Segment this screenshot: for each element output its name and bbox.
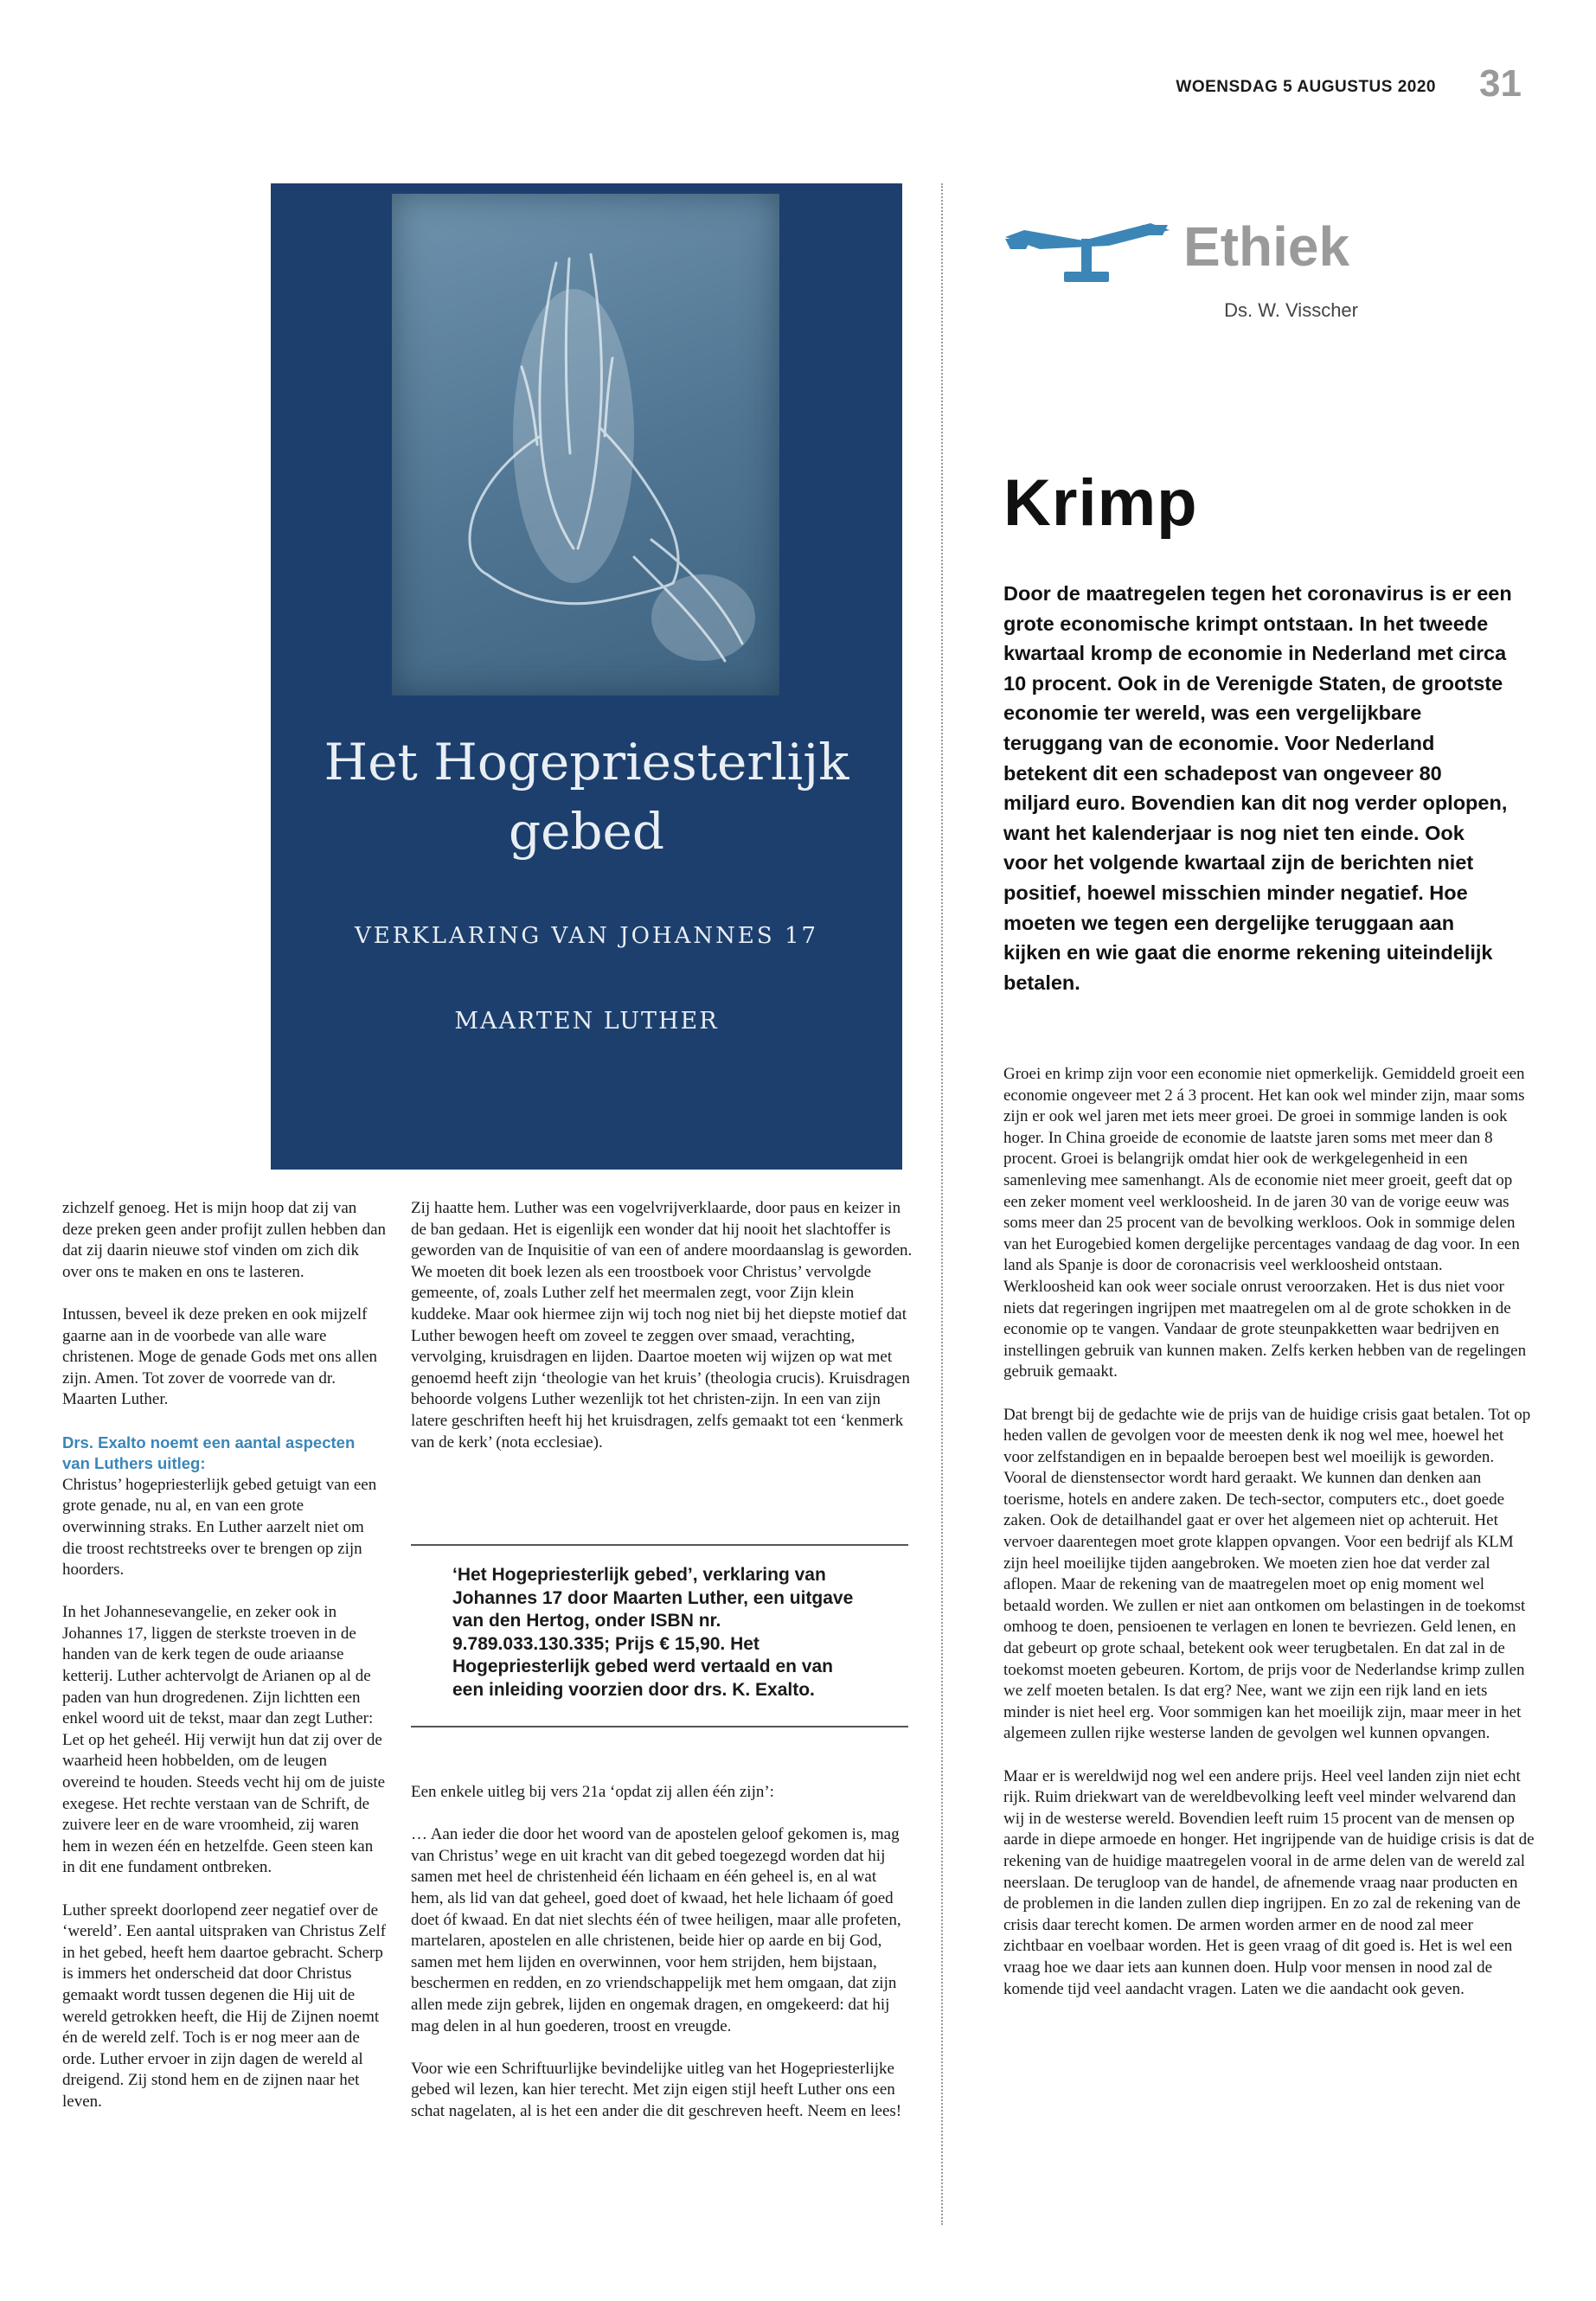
page-number: 31: [1479, 62, 1522, 105]
review-column-middle: [411, 1198, 913, 1453]
cover-title-line-1: Het Hogepriesterlijk: [324, 733, 849, 792]
review-paragraph: Intussen, beveel ik deze preken en ook mijzelf gaarne aan in de voorbede van alle ware christenen. Moge de genade Gods met ons allen zijn. Amen. Tot zover de voorrede van dr. Maarten Luther.: [62, 1304, 378, 1409]
review-paragraph: zichzelf genoeg. Het is mijn hoop dat zij van deze preken geen ander profijt zullen hebben dan dat zij daarin nieuwe stof vinden om zich dik over ons te maken en ons te lasteren.: [62, 1199, 387, 1281]
cover-title-line-2: gebed: [508, 802, 665, 861]
info-box-rule-bottom: [411, 1726, 908, 1727]
cover-author: MAARTEN LUTHER: [454, 1008, 719, 1035]
article-lead: Door de maatregelen tegen het coronavirus is er een grote economische krimpt ontstaan. In het tweede kwartaal kromp de economie in Nederland met circa 10 procent. Ook in de Verenigde Staten, de grootste economie ter wereld, was een vergelijkbare teruggang van de economie. Voor Nederland betekent dit een schadepost van ongeveer 80 miljard euro. Bovendien kan dit nog verder oplopen, want het kalenderjaar is nog niet ten einde. Ook voor het volgende kwartaal zijn de berichten niet positief, hoewel misschien minder negatief. Hoe moeten we tegen een dergelijke teruggaan aan kijken en wie gaat die enorme rekening uiteindelijk betalen.: [1003, 582, 1512, 994]
review-quote: … Aan ieder die door het woord van de apostelen geloof gekomen is, mag van Christus’ wege en uit kracht van dit gebed toegezegd worden dat hij samen met heel de christenheid één lichaam en één geheel is, en al wat hem, als lid van dat geheel, goed doet of kwaad, het hele lichaam óf goed doet óf kwaad. En dat niet slechts één of twee heiligen, maar alle profeten, martelaren, apostelen en alle christenen, beide hier op aarde en bij God, samen met hem lijden en overwinnen, voor hem strijden, hem bijstaan, beschermen en redden, en zo vriendschappelijk met hem omgaan, dat zijn allen mede zijn gebrek, lijden en ongemak dragen, en omgekeerd: dat hij mag delen in al hun goederen, troost en vreugde.: [411, 1825, 901, 2035]
article-paragraph: Groei en krimp zijn voor een economie niet opmerkelijk. Gemiddeld groeit een economie ongeveer met 2 á 3 procent. Het kan ook wel minder zijn, maar soms zijn er ook wel jaren met iets meer groei. De groei in sommige landen is ook hoger. In China groeide de economie de laatste jaren soms met meer dan 8 procent. Groei is belangrijk omdat hier ook de werkgelegenheid in een samenleving mee samenhangt. Als de economie niet meer groeit, geeft dat op een zeker moment veel werkloosheid. In de jaren 30 van de vorige eeuw was soms meer dan 25 procent van de bevolking werkloos. Ook in sommige delen van het Eurogebied komen dergelijke percentages vandaag de dag voor. In een land als Spanje is door de coronacrisis veel werkloosheid ontstaan. Werkloosheid kan ook weer sociale onrust veroorzaken. Het is dus niet voor niets dat regeringen ingrijpen met maatregelen om al de grote schokken in de economie op te vangen. Vandaar de grote steunpakketten waar bedrijven en instellingen gebruik van kunnen maken. Zelfs kerken hebben van de regelingen gebruik gemaakt.: [1003, 1065, 1527, 1381]
scale-icon: [1005, 220, 1170, 293]
article-body: [1003, 1064, 1535, 2000]
book-cover: [271, 183, 902, 1170]
praying-hands-icon: [392, 194, 779, 695]
book-info-box: ‘Het Hogepriesterlijk gebed’, verklaring van Johannes 17 door Maarten Luther, een uitgave van den Hertog, onder ISBN nr. 9.789.033.130.335; Prijs € 15,90. Het Hogepriesterlijk gebed werd vertaald en van een inleiding voorzien door drs. K. Exalto.: [452, 1565, 854, 1700]
praying-hands-image: [392, 194, 779, 695]
review-subhead: Drs. Exalto noemt een aantal aspecten van Luthers uitleg:: [62, 1433, 356, 1473]
review-paragraph: Voor wie een Schriftuurlijke bevindelijke uitleg van het Hogepriesterlijke gebed wil lezen, kan hier terecht. Met zijn eigen stijl heeft Luther ons een schat nagelaten, al is het een ander die dit geschreven heeft. Neem en lees!: [411, 2059, 902, 2120]
review-paragraph: Luther spreekt doorlopend zeer negatief over de ‘wereld’. Een aantal uitspraken van Christus Zelf in het gebed, heeft hem daartoe gebracht. Scherp is immers het onderscheid dat door Christus gemaakt wordt tussen degenen die Hij uit de wereld getrokken heeft, die Hij de Zijnen noemt én de wereld zelf. Toch is er nog meer aan de orde. Luther ervoer in zijn dagen de wereld al dreigend. Zij stond hem en de zijnen naar het leven.: [62, 1900, 387, 2111]
article-paragraph: Dat brengt bij de gedachte wie de prijs van de huidige crisis gaat betalen. Tot op heden vallen de gevolgen voor de meesten denk ik nog wel mee, hoewel het voor zelfstandigen en in bepaalde beroepen best wel moeilijk is geworden. Vooral de dienstensector wordt hard geraakt. We kunnen dan denken aan toerisme, hotels en andere zaken. De tech-sector, computers etc., doet goede zaken. Ook de detailhandel gaat er over het algemeen niet op achteruit. Het vervoer daarentegen moet grote klappen opvangen. Voor een bedrijf als KLM zijn heel moeilijke tijden aangebroken. We moeten zien hoe dat verder zal aflopen. Maar de rekening van de maatregelen moet op enig moment wel betaald worden. We zullen er niet aan ontkomen om belastingen in de toekomst omhoog te doen, pensioenen te verlagen en lonen te bevriezen. Geld lenen, en dat gebeurt op grote schaal, betekent ook weer terugbetalen. En dat zal in de toekomst moeten gebeuren. Kortom, de prijs voor de Nederlandse krimp zullen we zelf moeten betalen. Is dat erg? Nee, want we zijn een rijk land en iets minder is niet heel erg. Voor sommigen kan het moeilijk zijn, maar meer in het algemeen zullen rijke westerse landen de gevolgen wel kunnen opvangen.: [1003, 1405, 1531, 1743]
review-paragraph: Christus’ hogepriesterlijk gebed getuigt van een grote genade, nu al, en van een grote overwinning straks. En Luther aarzelt niet om die troost rechtstreeks over te brengen op zijn hoorders.: [62, 1475, 377, 1580]
review-paragraph: Zij haatte hem. Luther was een vogelvrijverklaarde, door paus en keizer in de ban gedaan. Het is eigenlijk een wonder dat hij nooit het slachtoffer is geworden van de Inquisitie of van een of andere moordaanslag is geworden. We moeten dit boek lezen als een troostboek voor Christus’ vervolgde gemeente, of, zoals Luther zelf het meermalen zegt, voor Zijn klein kuddeke. Maar ook hiermee zijn wij toch nog niet bij het diepste motief dat Luther bewogen heeft om zoveel te zeggen over smaad, verachting, vervolging, kruisdragen en lijden. Daartoe moeten wij wijzen op wat met genoemd heeft zijn ‘theologie van het kruis’ (theologia crucis). Kruisdragen behoorde volgens Luther wezenlijk tot het christen-zijn. In een van zijn latere geschriften heeft hij het kruisdragen, zelfs gemaakt tot een ‘kenmerk van de kerk’ (nota ecclesiae).: [411, 1199, 913, 1452]
article-title: Krimp: [1003, 466, 1198, 540]
review-paragraph: Een enkele uitleg bij vers 21a ‘opdat zij allen één zijn’:: [411, 1783, 774, 1801]
section-author: Ds. W. Visscher: [1224, 299, 1358, 321]
review-paragraph: In het Johannesevangelie, en zeker ook in Johannes 17, liggen de sterkste troeven in de handen van de kerk tegen de oude ariaanse ketterij. Luther achtervolgt de Arianen op al de paden van hun drogredenen. Zijn lichtten een enkel woord uit de tekst, maar dan zegt Luther: Let op het geheél. Hij verwijt hun dat zij over de waarheid heen hobbelden, om de leugen overeind te houden. Steeds vecht hij om de juiste exegese. Het rechte verstaan van de Schrift, de zuivere leer en de ware vroomheid, zij waren hem in wezen één en hetzelfde. Geen steen kan in dit ene fundament ontbreken.: [62, 1603, 386, 1877]
review-column-left: [62, 1198, 387, 2113]
column-divider: [941, 183, 943, 2225]
page-date: WOENSDAG 5 AUGUSTUS 2020: [1176, 78, 1436, 96]
info-box-rule-top: [411, 1544, 908, 1546]
review-column-middle-2: [411, 1782, 913, 2123]
article-paragraph: Maar er is wereldwijd nog wel een andere prijs. Heel veel landen zijn niet echt rijk. Ruim driekwart van de wereldbevolking leeft veel minder welvarend dan wij in de westerse wereld. Bovendien leeft ruim 15 procent van de mensen op aarde in diepe armoede en honger. Het ingrijpende van de huidige crisis is dat de rekening van de huidige maatregelen vooral in de arme delen van de wereld zal neerslaan. De terugloop van de handel, de afnemende vraag naar producten en de problemen in die landen zullen diep ingrijpen. En zo zal de rekening van de crisis daar terecht komen. De armen worden armer en de nood zal meer zichtbaar en voelbaar worden. Het is geen vraag of dit goed is. Het is wel een vraag hoe we daar iets aan kunnen doen. Hulp voor mensen in nood zal de komende tijd veel aandacht vragen. Laten we die aandacht ook geven.: [1003, 1766, 1535, 1998]
section-title: Ethiek: [1183, 215, 1350, 278]
cover-subtitle: VERKLARING VAN JOHANNES 17: [354, 923, 819, 949]
